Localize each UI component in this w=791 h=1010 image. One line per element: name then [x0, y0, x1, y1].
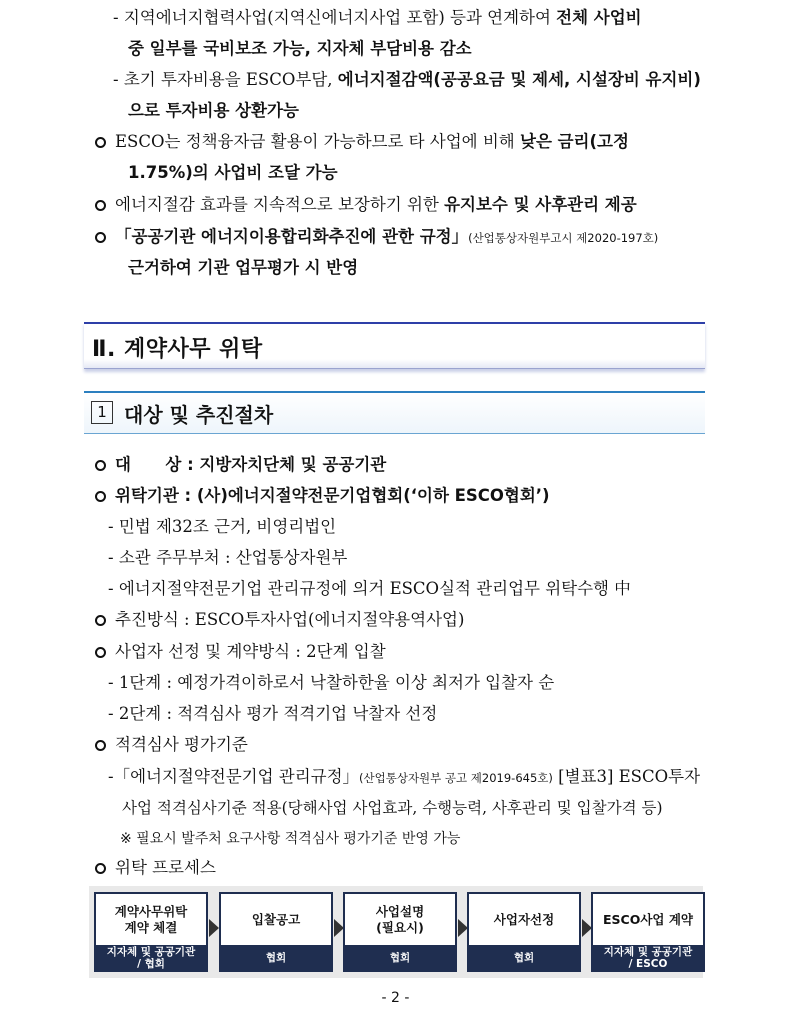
- text-line: - 1단계 : 예정가격이하로서 낙찰하한율 이상 최저가 입찰자 순: [108, 673, 555, 692]
- text-line: - 지역에너지협력사업(지역신에너지사업 포함) 등과 연계하여 전체 사업비: [113, 8, 642, 27]
- subsection-heading: [84, 391, 705, 434]
- flow-step-title: ESCO사업 계약: [603, 911, 693, 927]
- section-number-box: 1: [91, 401, 113, 424]
- bullet-item: 「공공기관 에너지이용합리화추진에 관한 규정」(산업통상자원부고시 제2020-197호): [95, 225, 658, 250]
- circle-bullet-icon: [95, 647, 106, 658]
- bullet-item: 추진방식 : ESCO투자사업(에너지절약용역사업): [95, 608, 464, 632]
- bullet-item: 위탁기관 : (사)에너지절약전문기업협회(‘이하 ESCO협회’): [95, 484, 550, 508]
- flow-step-actor: 지자체 및 공공기관 / 협회: [96, 945, 206, 970]
- bullet-item: 대 상 : 지방자치단체 및 공공기관: [95, 453, 386, 477]
- circle-bullet-icon: [95, 863, 106, 874]
- page-number: - 2 -: [381, 990, 410, 1006]
- flow-step: [467, 892, 581, 972]
- circle-bullet-icon: [95, 232, 106, 243]
- flow-step: [94, 892, 208, 972]
- flow-step: [343, 892, 457, 972]
- section-heading: Ⅱ. 계약사무 위탁: [84, 322, 705, 369]
- flow-step-title: 사업자선정: [493, 911, 555, 927]
- text-line: - 소관 주무부처 : 산업통상자원부: [108, 548, 348, 567]
- note-line: ※ 필요시 발주처 요구사항 적격심사 평가기준 반영 가능: [120, 831, 461, 847]
- bullet-item: 에너지절감 효과를 지속적으로 보장하기 위한 유지보수 및 사후관리 제공: [95, 193, 637, 217]
- flow-step-actor: 지자체 및 공공기관 / ESCO: [593, 945, 703, 970]
- flow-step-title: 계약사무위탁 계약 체결: [114, 903, 188, 935]
- bullet-item: 위탁 프로세스: [95, 856, 216, 880]
- flow-step-title: 입찰공고: [251, 911, 301, 927]
- text-line: 1.75%)의 사업비 조달 가능: [128, 163, 338, 182]
- flow-step-title: 사업설명 (필요시): [375, 903, 425, 935]
- text-line: 사업 적격심사기준 적용(당해사업 사업효과, 수행능력, 사후관리 및 입찰가격 등): [122, 799, 663, 817]
- flow-step: [591, 892, 705, 972]
- flow-step-actor: 협회: [469, 945, 579, 970]
- circle-bullet-icon: [95, 460, 106, 471]
- flow-step: [219, 892, 333, 972]
- text-line: - 초기 투자비용을 ESCO부담, 에너지절감액(공공요금 및 제세, 시설장비 유지비): [113, 70, 701, 89]
- circle-bullet-icon: [95, 615, 106, 626]
- bullet-item: ESCO는 정책융자금 활용이 가능하므로 타 사업에 비해 낮은 금리(고정: [95, 130, 629, 154]
- flow-step-actor: 협회: [345, 945, 455, 970]
- circle-bullet-icon: [95, 137, 106, 148]
- bullet-item: 사업자 선정 및 계약방식 : 2단계 입찰: [95, 640, 386, 664]
- arrow-right-icon: [209, 919, 219, 937]
- subsection-title: 대상 및 추진절차: [124, 403, 274, 427]
- text-line: - 민법 제32조 근거, 비영리법인: [108, 517, 337, 536]
- text-line: 으로 투자비용 상환가능: [128, 101, 299, 120]
- flow-step-actor: 협회: [221, 945, 331, 970]
- circle-bullet-icon: [95, 491, 106, 502]
- circle-bullet-icon: [95, 740, 106, 751]
- text-line: 근거하여 기관 업무평가 시 반영: [128, 258, 359, 277]
- circle-bullet-icon: [95, 200, 106, 211]
- text-line: -「에너지절약전문기업 관리규정」(산업통상자원부 공고 제2019-645호) [별표3] ESCO투자: [108, 767, 701, 786]
- text-line: - 2단계 : 적격심사 평가 적격기업 낙찰자 선정: [108, 704, 438, 723]
- text-line: - 에너지절약전문기업 관리규정에 의거 ESCO실적 관리업무 위탁수행 中: [108, 579, 631, 598]
- bullet-item: 적격심사 평가기준: [95, 733, 248, 757]
- process-flow: [89, 886, 703, 978]
- text-line: 중 일부를 국비보조 가능, 지자체 부담비용 감소: [128, 39, 472, 58]
